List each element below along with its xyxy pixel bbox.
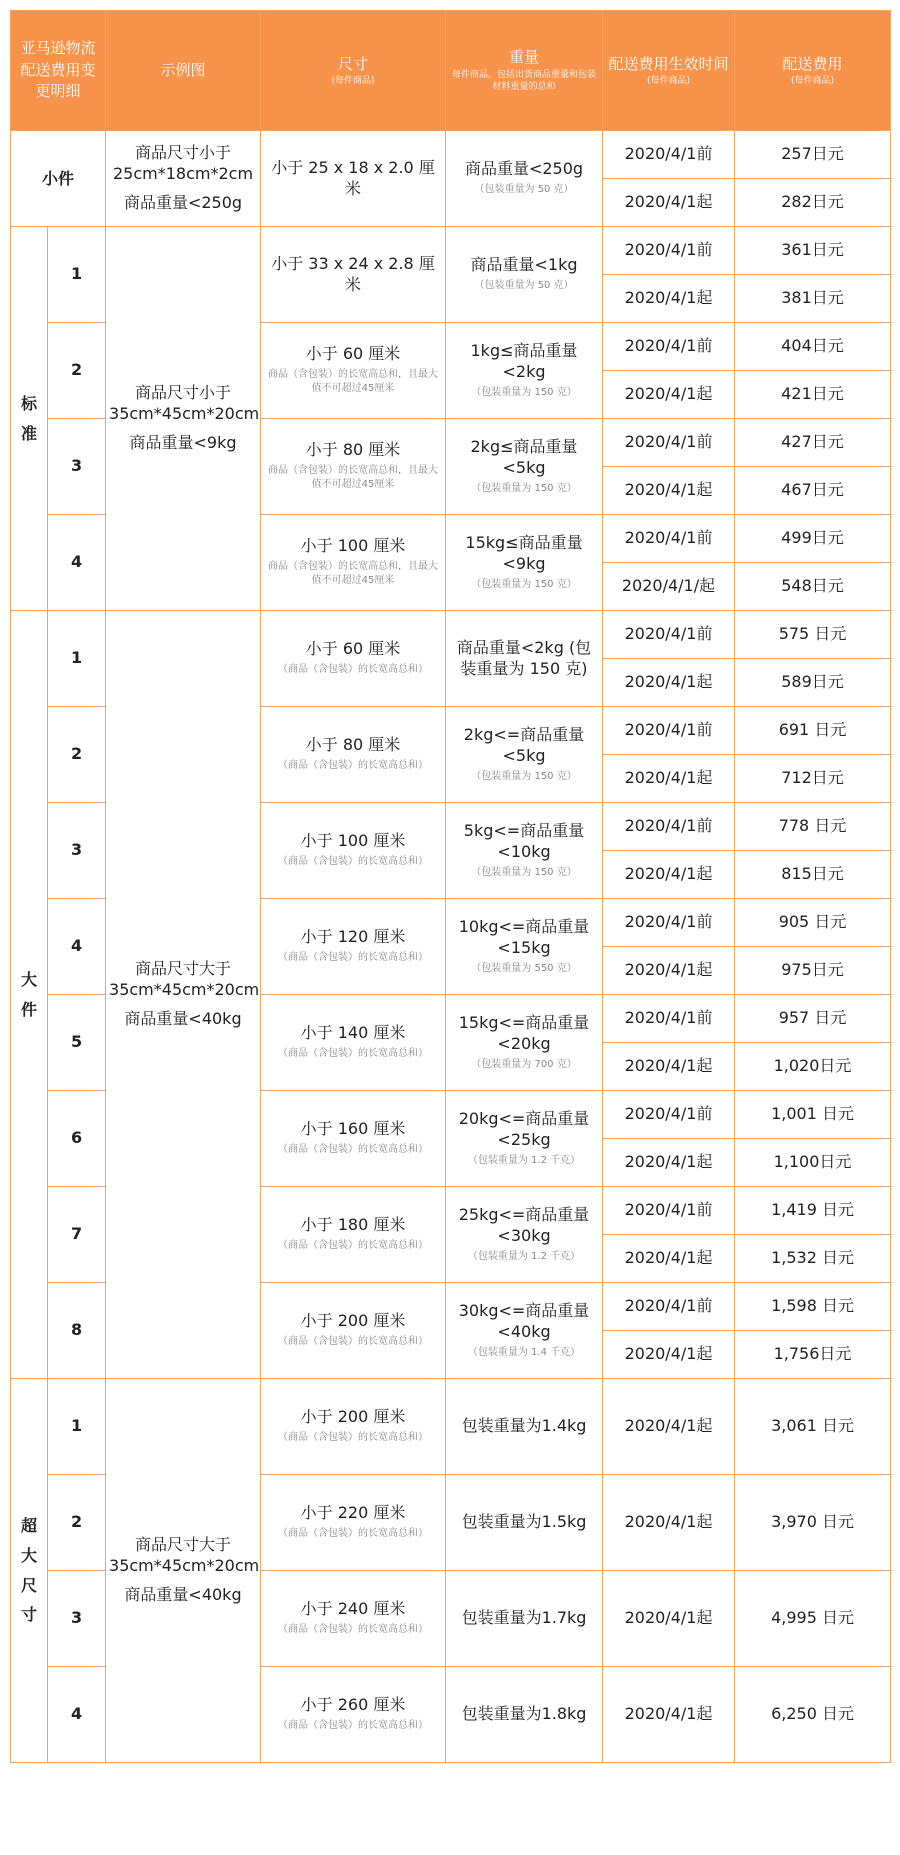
tier-number: 7 [70,1224,83,1244]
effective-date-cell [603,227,735,275]
effective-date-cell [603,659,735,707]
fee-cell [735,899,891,947]
size-cell [261,131,446,227]
category-small [11,131,106,227]
tier-number-cell [48,1571,106,1667]
weight-cell [446,227,603,323]
fee-cell [735,1283,891,1331]
fee-value: 1,001 日元 [771,1104,854,1124]
header-weight: 重量 每件商品，包括出货商品重量和包装材料重量的总和 [446,11,603,131]
fee-cell [735,995,891,1043]
header-effective-date: 配送费用生效时间 (每件商品) [603,11,735,131]
fee-cell [735,659,891,707]
size-cell [261,227,446,323]
tier-number-cell [48,1187,106,1283]
size-cell [261,1571,446,1667]
effective-date-cell [603,1571,735,1667]
effective-date: 2020/4/1起 [624,1608,713,1628]
effective-date: 2020/4/1起 [624,1056,713,1076]
fee-value: 575 日元 [778,624,847,644]
fee-value: 957 日元 [778,1008,847,1028]
size-cell [261,1091,446,1187]
effective-date: 2020/4/1起 [624,960,713,980]
fee-table-container [10,10,891,1763]
size-note: （商品（含包装）的长宽高总和） [278,1336,429,1348]
tier-number: 6 [70,1128,83,1148]
size-note: （商品（含包装）的长宽高总和） [278,664,429,676]
weight-text: 包装重量为1.7kg [461,1608,587,1628]
size-note: （商品（含包装）的长宽高总和） [278,1720,429,1732]
fee-value: 499日元 [781,528,844,548]
tier-number-cell [48,899,106,995]
fee-cell [735,1667,891,1763]
weight-text: 2kg<=商品重量<5kg [463,724,585,765]
weight-cell [446,1667,603,1763]
weight-text: 5kg<=商品重量 <10kg [463,820,585,861]
size-text: 小于 33 x 24 x 2.8 厘米 [271,253,435,294]
example-size-text: 商品尺寸小于 35cm*45cm*20cm [109,383,260,424]
fee-cell [735,1139,891,1187]
tier-number-cell [48,995,106,1091]
effective-date: 2020/4/1前 [624,912,713,932]
category-label: 标准 [20,393,37,443]
tier-number-cell [48,611,106,707]
effective-date-cell [603,1283,735,1331]
size-text: 小于 100 厘米 [300,831,406,851]
tier-number: 2 [70,744,83,764]
example-size-text: 商品尺寸小于 25cm*18cm*2cm [112,143,254,184]
effective-date-cell [603,1091,735,1139]
size-text: 小于 60 厘米 [305,639,401,659]
tier-number-cell [48,419,106,515]
size-text: 小于 200 厘米 [300,1311,406,1331]
effective-date-cell [603,131,735,179]
weight-cell [446,323,603,419]
fee-cell [735,179,891,227]
weight-text: 2kg≤商品重量<5kg [470,436,578,477]
tier-number: 8 [70,1320,83,1340]
table-row [11,227,891,275]
weight-text: 商品重量<250g [464,159,584,179]
fee-cell [735,707,891,755]
weight-cell [446,419,603,515]
tier-number-cell [48,515,106,611]
size-note: 商品（含包装）的长宽高总和，且最大值不可超过45厘米 [268,368,439,395]
fee-cell [735,1043,891,1091]
size-cell [261,803,446,899]
tier-number: 4 [70,1704,83,1724]
effective-date-cell [603,1139,735,1187]
size-text: 小于 120 厘米 [300,927,406,947]
effective-date-cell [603,1667,735,1763]
weight-note: （包装重量为 550 克） [471,962,577,974]
weight-note: （包装重量为 150 克） [471,386,577,398]
fee-cell [735,1379,891,1475]
tier-number-cell [48,227,106,323]
weight-text: 1kg≤商品重量<2kg [470,340,578,381]
tier-number-cell [48,1379,106,1475]
effective-date-cell [603,899,735,947]
size-note: （商品（含包装）的长宽高总和） [278,856,429,868]
effective-date-cell [603,803,735,851]
effective-date: 2020/4/1前 [624,1200,713,1220]
effective-date: 2020/4/1起 [624,384,713,404]
effective-date: 2020/4/1起 [624,1512,713,1532]
category-label: 超大尺寸 [20,1516,37,1625]
header-example: 示例图 [106,11,261,131]
effective-date-cell [603,563,735,611]
effective-date: 2020/4/1起 [624,768,713,788]
fee-cell [735,227,891,275]
tier-number: 5 [70,1032,83,1052]
weight-note: （包装重量为 150 克） [471,482,577,494]
weight-note: （包装重量为 1.4 千克） [467,1346,581,1358]
effective-date-cell [603,1379,735,1475]
fee-value: 3,061 日元 [771,1416,854,1436]
effective-date-cell [603,611,735,659]
tier-number-cell [48,803,106,899]
fee-value: 1,532 日元 [771,1248,854,1268]
size-cell [261,1283,446,1379]
tier-number-cell [48,1667,106,1763]
weight-cell [446,515,603,611]
category-label: 大件 [20,969,37,1019]
table-row [11,1379,891,1475]
effective-date-cell [603,947,735,995]
weight-cell [446,1475,603,1571]
weight-text: 商品重量<2kg (包装重量为 150 克) [456,637,592,678]
effective-date-cell [603,755,735,803]
weight-cell [446,611,603,707]
tier-number: 4 [70,552,83,572]
effective-date: 2020/4/1起 [624,1152,713,1172]
example-size-text: 商品尺寸大于 35cm*45cm*20cm [109,1535,260,1576]
example-weight-text: 商品重量<40kg [124,1584,242,1604]
effective-date: 2020/4/1起 [624,864,713,884]
header-row [11,11,891,131]
example-cell [106,611,261,1379]
header-size: 尺寸 (每件商品) [261,11,446,131]
weight-text: 15kg≤商品重量<9kg [465,532,583,573]
tier-number-cell [48,1091,106,1187]
weight-text: 15kg<=商品重量 <20kg [458,1012,590,1053]
header-category: 亚马逊物流配送费用变更明细 [11,11,106,131]
fee-value: 712日元 [781,768,844,788]
category-label: 小件 [42,168,75,188]
size-cell [261,611,446,707]
weight-note: （包装重量为 150 克） [471,866,577,878]
weight-cell [446,707,603,803]
fee-value: 1,598 日元 [771,1296,854,1316]
size-text: 小于 220 厘米 [300,1503,406,1523]
effective-date: 2020/4/1前 [624,432,713,452]
fee-cell [735,371,891,419]
effective-date-cell [603,371,735,419]
effective-date-cell [603,323,735,371]
effective-date: 2020/4/1前 [624,1296,713,1316]
fee-cell [735,563,891,611]
weight-cell [446,1091,603,1187]
fee-value: 1,756日元 [773,1344,852,1364]
fee-value: 815日元 [781,864,844,884]
size-text: 小于 240 厘米 [300,1599,406,1619]
size-text: 小于 100 厘米 [300,536,406,556]
tier-number: 1 [70,648,83,668]
tier-number: 3 [70,840,83,860]
fee-value: 975日元 [781,960,844,980]
fee-cell [735,611,891,659]
tier-number-cell [48,323,106,419]
header-fee: 配送费用 (每件商品) [735,11,891,131]
fee-cell [735,851,891,899]
effective-date: 2020/4/1前 [624,336,713,356]
tier-number: 1 [70,1416,83,1436]
effective-date: 2020/4/1起 [624,288,713,308]
size-text: 小于 80 厘米 [305,735,401,755]
example-size-text: 商品尺寸大于 35cm*45cm*20cm [109,959,260,1000]
fee-cell [735,1187,891,1235]
effective-date: 2020/4/1前 [624,816,713,836]
fee-value: 427日元 [781,432,844,452]
tier-number: 2 [70,1512,83,1532]
effective-date-cell [603,1235,735,1283]
size-note: 商品（含包装）的长宽高总和，且最大值不可超过45厘米 [268,464,439,491]
weight-text: 20kg<=商品重量 <25kg [458,1108,590,1149]
weight-cell [446,1283,603,1379]
effective-date: 2020/4/1前 [624,720,713,740]
fee-value: 1,100日元 [773,1152,852,1172]
fee-value: 905 日元 [778,912,847,932]
tier-number: 3 [70,1608,83,1628]
size-cell [261,323,446,419]
size-cell [261,1379,446,1475]
fee-cell [735,1571,891,1667]
weight-text: 25kg<=商品重量 <30kg [458,1204,590,1245]
fba-fee-change-table [10,10,891,1763]
size-cell [261,1475,446,1571]
size-cell [261,1667,446,1763]
size-text: 小于 140 厘米 [300,1023,406,1043]
weight-note: （包装重量为 1.2 千克） [467,1250,581,1262]
weight-note: （包装重量为 50 克） [474,280,574,292]
example-weight-text: 商品重量<250g [123,192,243,212]
weight-text: 商品重量<1kg [470,255,578,275]
effective-date: 2020/4/1起 [624,1344,713,1364]
effective-date: 2020/4/1前 [624,240,713,260]
weight-text: 包装重量为1.5kg [461,1512,587,1532]
size-text: 小于 180 厘米 [300,1215,406,1235]
tier-number: 1 [70,264,83,284]
effective-date: 2020/4/1前 [624,1008,713,1028]
tier-number: 4 [70,936,83,956]
fee-value: 282日元 [781,192,844,212]
fee-value: 467日元 [781,480,844,500]
weight-text: 10kg<=商品重量 <15kg [458,916,590,957]
size-note: （商品（含包装）的长宽高总和） [278,952,429,964]
fee-value: 691 日元 [778,720,847,740]
fee-value: 778 日元 [778,816,847,836]
weight-cell [446,131,603,227]
table-row [11,611,891,659]
tier-number-cell [48,1475,106,1571]
effective-date-cell [603,1043,735,1091]
effective-date-cell [603,1187,735,1235]
weight-note: （包装重量为 150 克） [471,770,577,782]
size-cell [261,995,446,1091]
weight-note: （包装重量为 700 克） [471,1058,577,1070]
weight-cell [446,1379,603,1475]
effective-date: 2020/4/1起 [624,192,713,212]
fee-cell [735,515,891,563]
size-note: （商品（含包装）的长宽高总和） [278,1048,429,1060]
fee-value: 6,250 日元 [771,1704,854,1724]
fee-value: 1,020日元 [773,1056,852,1076]
fee-cell [735,419,891,467]
size-note: （商品（含包装）的长宽高总和） [278,1144,429,1156]
fee-value: 381日元 [781,288,844,308]
fee-value: 1,419 日元 [771,1200,854,1220]
fee-value: 404日元 [781,336,844,356]
effective-date-cell [603,467,735,515]
effective-date: 2020/4/1前 [624,144,713,164]
size-text: 小于 80 厘米 [305,440,401,460]
size-cell [261,707,446,803]
weight-cell [446,1187,603,1283]
size-note: （商品（含包装）的长宽高总和） [278,1240,429,1252]
fee-value: 421日元 [781,384,844,404]
size-cell [261,515,446,611]
example-cell [106,131,261,227]
fee-cell [735,1475,891,1571]
example-weight-text: 商品重量<40kg [124,1008,242,1028]
fee-value: 257日元 [781,144,844,164]
fee-cell [735,1091,891,1139]
effective-date: 2020/4/1前 [624,528,713,548]
size-text: 小于 25 x 18 x 2.0 厘米 [271,157,435,198]
effective-date-cell [603,1331,735,1379]
fee-cell [735,1235,891,1283]
category-oversize [11,1379,48,1763]
fee-cell [735,803,891,851]
fee-value: 548日元 [781,576,844,596]
fee-cell [735,323,891,371]
effective-date-cell [603,851,735,899]
fee-cell [735,131,891,179]
category-large [11,611,48,1379]
weight-note: （包装重量为 150 克） [471,578,577,590]
weight-text: 30kg<=商品重量 <40kg [458,1300,590,1341]
fee-value: 589日元 [781,672,844,692]
size-note: 商品（含包装）的长宽高总和，且最大值不可超过45厘米 [268,560,439,587]
weight-text: 包装重量为1.8kg [461,1704,587,1724]
size-cell [261,419,446,515]
size-note: （商品（含包装）的长宽高总和） [278,1624,429,1636]
effective-date-cell [603,515,735,563]
size-cell [261,1187,446,1283]
weight-text: 包装重量为1.4kg [461,1416,587,1436]
weight-cell [446,995,603,1091]
effective-date: 2020/4/1前 [624,1104,713,1124]
size-text: 小于 160 厘米 [300,1119,406,1139]
effective-date: 2020/4/1/起 [621,576,716,596]
effective-date: 2020/4/1起 [624,1704,713,1724]
weight-cell [446,899,603,995]
effective-date: 2020/4/1起 [624,480,713,500]
size-note: （商品（含包装）的长宽高总和） [278,1528,429,1540]
effective-date-cell [603,1475,735,1571]
example-weight-text: 商品重量<9kg [129,432,237,452]
size-text: 小于 200 厘米 [300,1407,406,1427]
effective-date: 2020/4/1起 [624,1416,713,1436]
effective-date: 2020/4/1前 [624,624,713,644]
size-cell [261,899,446,995]
weight-note: （包装重量为 1.2 千克） [467,1154,581,1166]
example-cell [106,227,261,611]
size-text: 小于 60 厘米 [305,344,401,364]
effective-date-cell [603,275,735,323]
tier-number: 2 [70,360,83,380]
example-cell [106,1379,261,1763]
weight-cell [446,803,603,899]
fee-cell [735,1331,891,1379]
fee-value: 4,995 日元 [771,1608,854,1628]
effective-date-cell [603,419,735,467]
category-standard [11,227,48,611]
effective-date: 2020/4/1起 [624,1248,713,1268]
weight-note: （包装重量为 50 克） [474,184,574,196]
fee-cell [735,275,891,323]
fee-cell [735,467,891,515]
fee-value: 361日元 [781,240,844,260]
effective-date-cell [603,179,735,227]
table-row [11,131,891,179]
fee-cell [735,947,891,995]
size-note: （商品（含包装）的长宽高总和） [278,760,429,772]
tier-number-cell [48,1283,106,1379]
weight-cell [446,1571,603,1667]
size-note: （商品（含包装）的长宽高总和） [278,1432,429,1444]
effective-date-cell [603,995,735,1043]
fee-cell [735,755,891,803]
fee-value: 3,970 日元 [771,1512,854,1532]
size-text: 小于 260 厘米 [300,1695,406,1715]
tier-number: 3 [70,456,83,476]
effective-date: 2020/4/1起 [624,672,713,692]
tier-number-cell [48,707,106,803]
effective-date-cell [603,707,735,755]
